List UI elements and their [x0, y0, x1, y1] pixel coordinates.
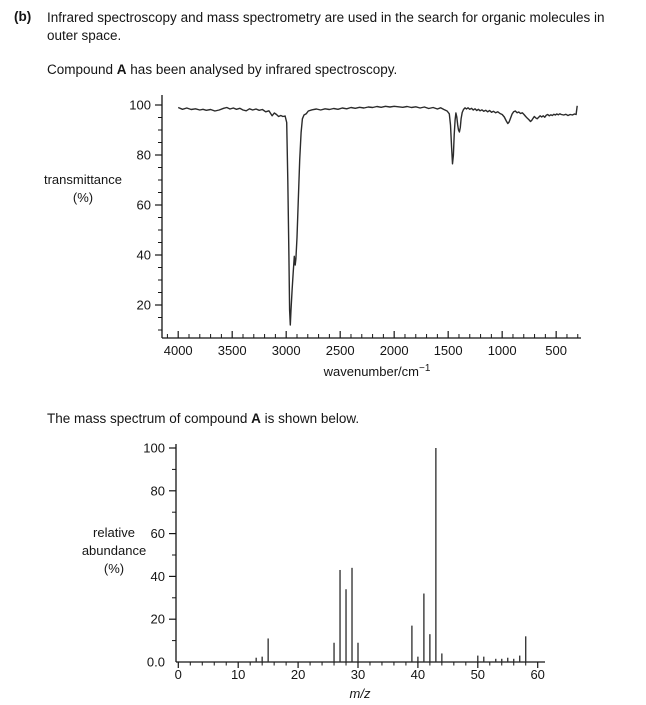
svg-text:50: 50: [470, 667, 486, 682]
svg-text:80: 80: [136, 147, 151, 163]
ms-origin-label: 0.0: [146, 654, 165, 670]
svg-text:100: 100: [143, 440, 165, 456]
svg-text:100: 100: [129, 97, 151, 113]
svg-text:3000: 3000: [271, 343, 301, 358]
svg-text:2000: 2000: [379, 343, 409, 358]
svg-text:60: 60: [136, 197, 151, 213]
ir-caption-prefix: Compound: [47, 62, 117, 77]
svg-text:20: 20: [150, 611, 165, 627]
ms-caption-prefix: The mass spectrum of compound: [47, 411, 252, 426]
svg-text:40: 40: [136, 247, 151, 263]
ir-trace: [178, 106, 577, 325]
ir-yaxis-label-line1: transmittance: [43, 172, 123, 187]
svg-text:4000: 4000: [163, 343, 193, 358]
mass-spectrum-chart: [15, 438, 631, 705]
svg-text:40: 40: [150, 568, 165, 584]
svg-text:2500: 2500: [325, 343, 355, 358]
svg-text:500: 500: [545, 343, 568, 358]
svg-text:3500: 3500: [217, 343, 247, 358]
svg-text:1000: 1000: [487, 343, 517, 358]
ir-spectrum-chart: [15, 85, 631, 403]
question-intro: Infrared spectroscopy and mass spectrometry are used in the search for organic molecules in outer space.: [47, 10, 605, 44]
svg-text:20: 20: [136, 297, 151, 313]
compound-letter-2: A: [251, 411, 261, 426]
part-label: (b): [14, 9, 32, 24]
svg-text:40: 40: [410, 667, 426, 682]
ir-yaxis-label-line2: (%): [72, 190, 94, 205]
svg-text:0: 0: [174, 667, 182, 682]
ms-yaxis-label-line1: relative: [93, 525, 135, 540]
svg-text:80: 80: [150, 483, 165, 499]
ms-caption-suffix: is shown below.: [260, 411, 360, 426]
compound-letter: A: [116, 62, 127, 77]
svg-text:20: 20: [290, 667, 306, 682]
ms-caption: [47, 410, 633, 428]
ir-caption: [47, 61, 633, 79]
svg-text:10: 10: [230, 667, 246, 682]
svg-text:60: 60: [530, 667, 545, 682]
svg-text:1500: 1500: [433, 343, 463, 358]
ms-peaks: [256, 448, 526, 662]
ir-axes: [129, 95, 581, 358]
ir-xaxis-label: wavenumber/$cm^{-1}$: [323, 363, 431, 379]
ir-caption-suffix: has been analysed by infrared spectroscopy.: [126, 62, 398, 77]
ms-xaxis-label: m/z: [349, 686, 371, 701]
ms-yaxis-label-line3: (%): [103, 561, 125, 576]
ms-yaxis-label-line2: abundance: [81, 543, 147, 558]
svg-text:60: 60: [150, 526, 165, 542]
ms-axes: [143, 441, 545, 683]
svg-text:30: 30: [350, 667, 366, 682]
